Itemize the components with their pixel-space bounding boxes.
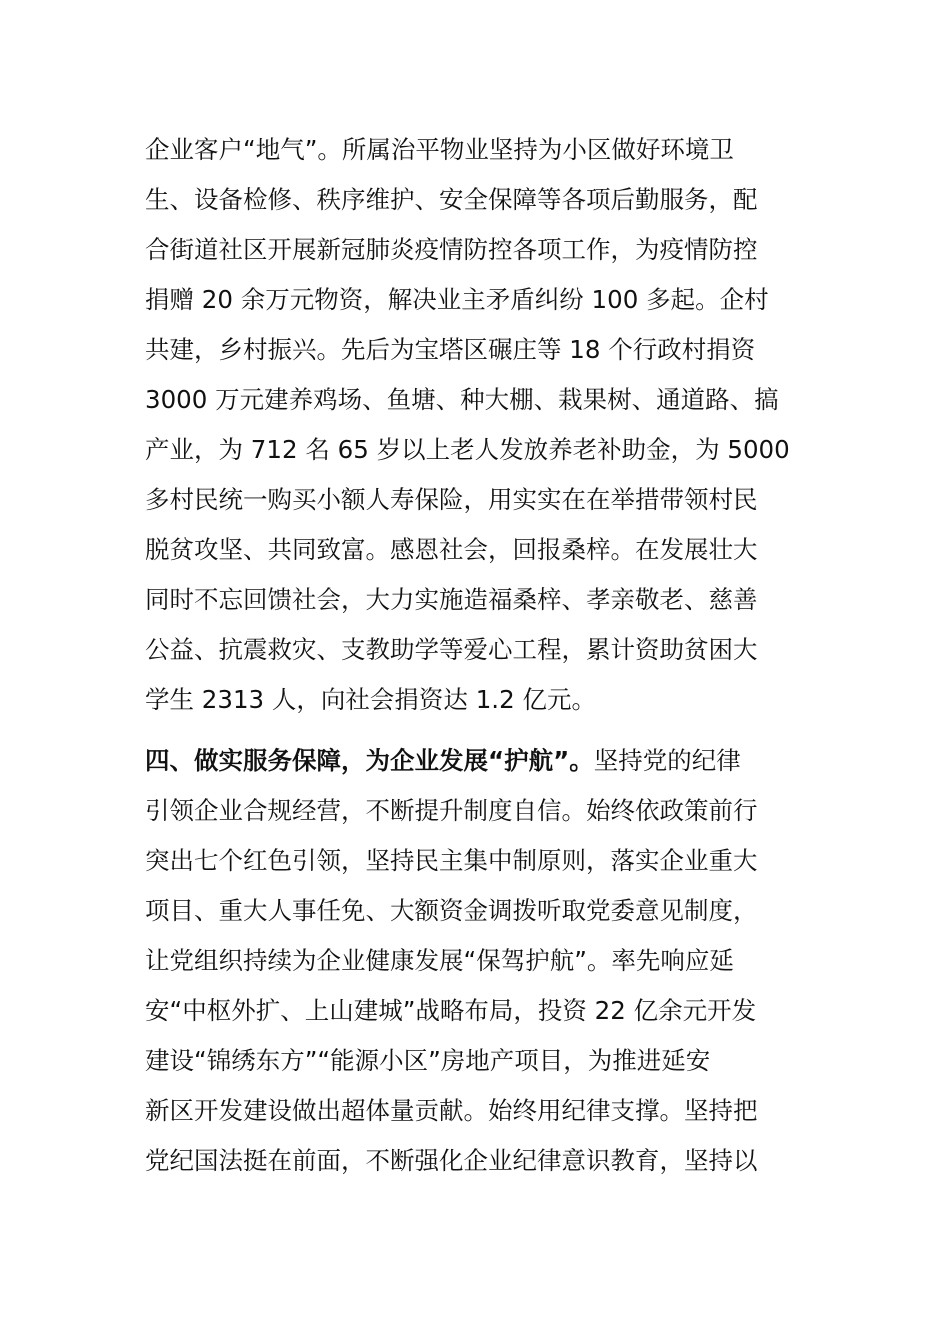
paragraph1-line-10: 同时不忘回馈社会，大力实施造福桑梓、孝亲敬老、慈善 xyxy=(145,585,758,614)
paragraph1-line-8: 多村民统一购买小额人寿保险，用实实在在举措带领村民 xyxy=(145,485,758,514)
paragraph2-line-9: 党纪国法挺在前面，不断强化企业纪律意识教育，坚持以 xyxy=(145,1146,758,1175)
paragraph1-line-1: 企业客户“地气”。所属治平物业坚持为小区做好环境卫 xyxy=(145,135,734,164)
paragraph2-line-5: 让党组织持续为企业健康发展“保驾护航”。率先响应延 xyxy=(145,946,734,975)
paragraph2-line-4: 项目、重大人事任免、大额资金调拨听取党委意见制度， xyxy=(145,896,758,925)
paragraph2-line-1-rest: 坚持党的纪律 xyxy=(593,746,741,775)
paragraph1-line-7: 产业，为 712 名 65 岁以上老人发放养老补助金，为 5000 xyxy=(145,435,790,464)
paragraph2-line-7: 建设“锦绣东方”“能源小区”房地产项目，为推进延安 xyxy=(145,1046,711,1075)
paragraph2-line-6: 安“中枢外扩、上山建城”战略布局，投资 22 亿余元开发 xyxy=(145,996,757,1025)
paragraph2-line-3: 突出七个红色引领，坚持民主集中制原则，落实企业重大 xyxy=(145,846,758,875)
paragraph1-line-12: 学生 2313 人，向社会捐资达 1.2 亿元。 xyxy=(145,685,596,714)
paragraph2-line-1 xyxy=(145,741,810,781)
paragraph1-line-9: 脱贫攻坚、共同致富。感恩社会，回报桑梓。在发展壮大 xyxy=(145,535,758,564)
paragraph2-line-8: 新区开发建设做出超体量贡献。始终用纪律支撑。坚持把 xyxy=(145,1096,758,1125)
paragraph1-line-2: 生、设备检修、秩序维护、安全保障等各项后勤服务，配 xyxy=(145,185,758,214)
paragraph1-line-3: 合街道社区开展新冠肺炎疫情防控各项工作，为疫情防控 xyxy=(145,235,758,264)
paragraph1-line-5: 共建，乡村振兴。先后为宝塔区碾庄等 18 个行政村捐资 xyxy=(145,335,756,364)
paragraph2-line-2: 引领企业合规经营，不断提升制度自信。始终依政策前行 xyxy=(145,796,758,825)
paragraph1-line-6: 3000 万元建养鸡场、鱼塘、种大棚、栽果树、通道路、搞 xyxy=(145,385,779,414)
section-heading: 四、做实服务保障，为企业发展“护航”。 xyxy=(145,746,594,775)
paragraph1-line-4: 捐赠 20 余万元物资，解决业主矛盾纠纷 100 多起。企村 xyxy=(145,285,769,314)
paragraph1-line-11: 公益、抗震救灾、支教助学等爱心工程，累计资助贫困大 xyxy=(145,635,758,664)
